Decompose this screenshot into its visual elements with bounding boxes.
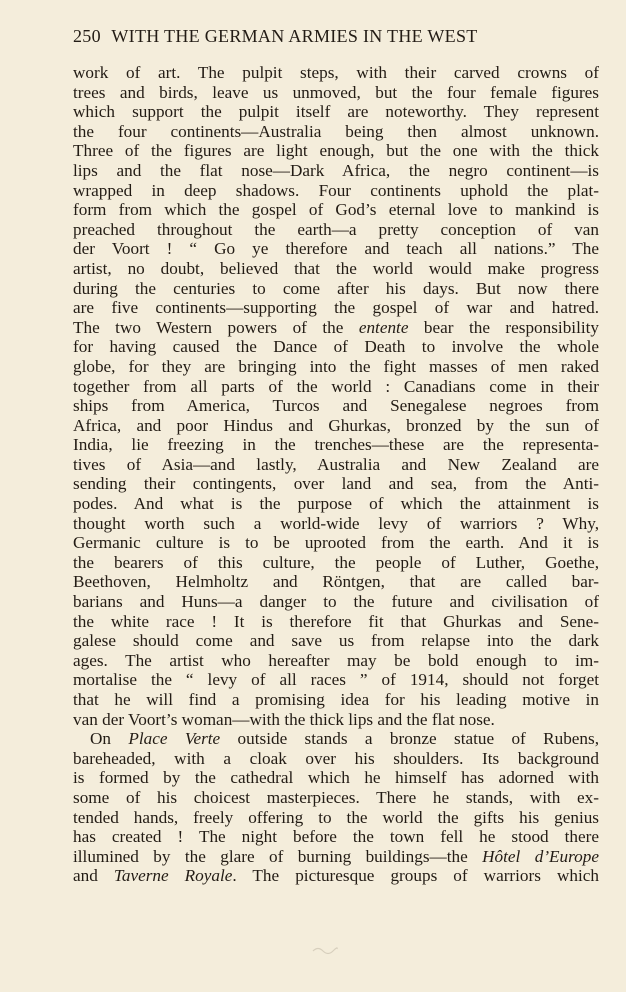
text-line: is formed by the cathedral which he himself has adorned with (73, 768, 599, 788)
text-line: The two Western powers of the entente bear the responsibility (73, 317, 599, 337)
text-line: lips and the flat nose—Dark Africa, the negro continent—is (73, 160, 599, 180)
text-line: the four continents—Australia being then almost unknown. (73, 121, 599, 141)
text-line: some of his choicest masterpieces. There he stands, with ex- (73, 787, 599, 807)
text-line: wrapped in deep shadows. Four continents uphold the plat- (73, 180, 599, 200)
running-header (73, 26, 603, 47)
text-line: galese should come and save us from relapse into the dark (73, 631, 599, 651)
text-line: tives of Asia—and lastly, Australia and New Zealand are (73, 454, 599, 474)
text-line: trees and birds, leave us unmoved, but the four female figures (73, 82, 599, 102)
text-line: Three of the figures are light enough, but the one with the thick (73, 141, 599, 161)
text-line: preached throughout the earth—a pretty conception of van (73, 219, 599, 239)
text-line: thought worth such a world-wide levy of warriors ? Why, (73, 513, 599, 533)
text-line: together from all parts of the world : Canadians come in their (73, 376, 599, 396)
text-line: van der Voort’s woman—with the thick lips and the flat nose. (73, 709, 495, 729)
running-title: WITH THE GERMAN ARMIES IN THE WEST (111, 26, 478, 46)
text-line: podes. And what is the purpose of which the attainment is (73, 494, 599, 514)
text-line: artist, no doubt, believed that the world would make progress (73, 258, 599, 278)
text-line: sending their contingents, over land and sea, from the Anti- (73, 474, 599, 494)
text-line: which support the pulpit itself are noteworthy. They represent (73, 102, 599, 122)
text-line: form from which the gospel of God’s eternal love to mankind is (73, 200, 599, 220)
text-line: Germanic culture is to be uprooted from the earth. And it is (73, 533, 599, 553)
text-line: India, lie freezing in the trenches—these are the representa- (73, 435, 599, 455)
text-line: has created ! The night before the town fell he stood there (73, 827, 599, 847)
text-line: ships from America, Turcos and Senegalese negroes from (73, 396, 599, 416)
text-line: work of art. The pulpit steps, with their carved crowns of (73, 63, 599, 82)
text-line: On Place Verte outside stands a bronze statue of Rubens, (90, 729, 599, 749)
text-line: during the centuries to come after his days. But now there (73, 278, 599, 298)
text-line: the white race ! It is therefore fit that Ghurkas and Sene- (73, 611, 599, 631)
body-text (73, 63, 599, 886)
printer-mark-icon (312, 945, 338, 955)
text-line: Africa, and poor Hindus and Ghurkas, bronzed by the sun of (73, 415, 599, 435)
text-line: for having caused the Dance of Death to involve the whole (73, 337, 599, 357)
text-line: globe, for they are bringing into the fight masses of men raked (73, 356, 599, 376)
text-line: illumined by the glare of burning buildings—the Hôtel d’Europe (73, 846, 599, 866)
text-line: are five continents—supporting the gospel of war and hatred. (73, 298, 599, 318)
text-line: that he will find a promising idea for his leading motive in (73, 690, 599, 709)
text-line: and Taverne Royale. The picturesque groups of warriors which (73, 866, 599, 886)
text-line: the bearers of this culture, the people of Luther, Goethe, (73, 552, 599, 572)
text-line: barians and Huns—a danger to the future and civilisation of (73, 592, 599, 612)
text-line: mortalise the “ levy of all races ” of 1914, should not forget (73, 670, 599, 690)
text-line: tended hands, freely offering to the world the gifts his genius (73, 807, 599, 827)
page-number: 250 (73, 26, 101, 46)
text-line: der Voort ! “ Go ye therefore and teach all nations.” The (73, 239, 599, 259)
text-line: ages. The artist who hereafter may be bold enough to im- (73, 650, 599, 670)
text-line: bareheaded, with a cloak over his shoulders. Its background (73, 748, 599, 768)
text-line: Beethoven, Helmholtz and Röntgen, that are called bar- (73, 572, 599, 592)
